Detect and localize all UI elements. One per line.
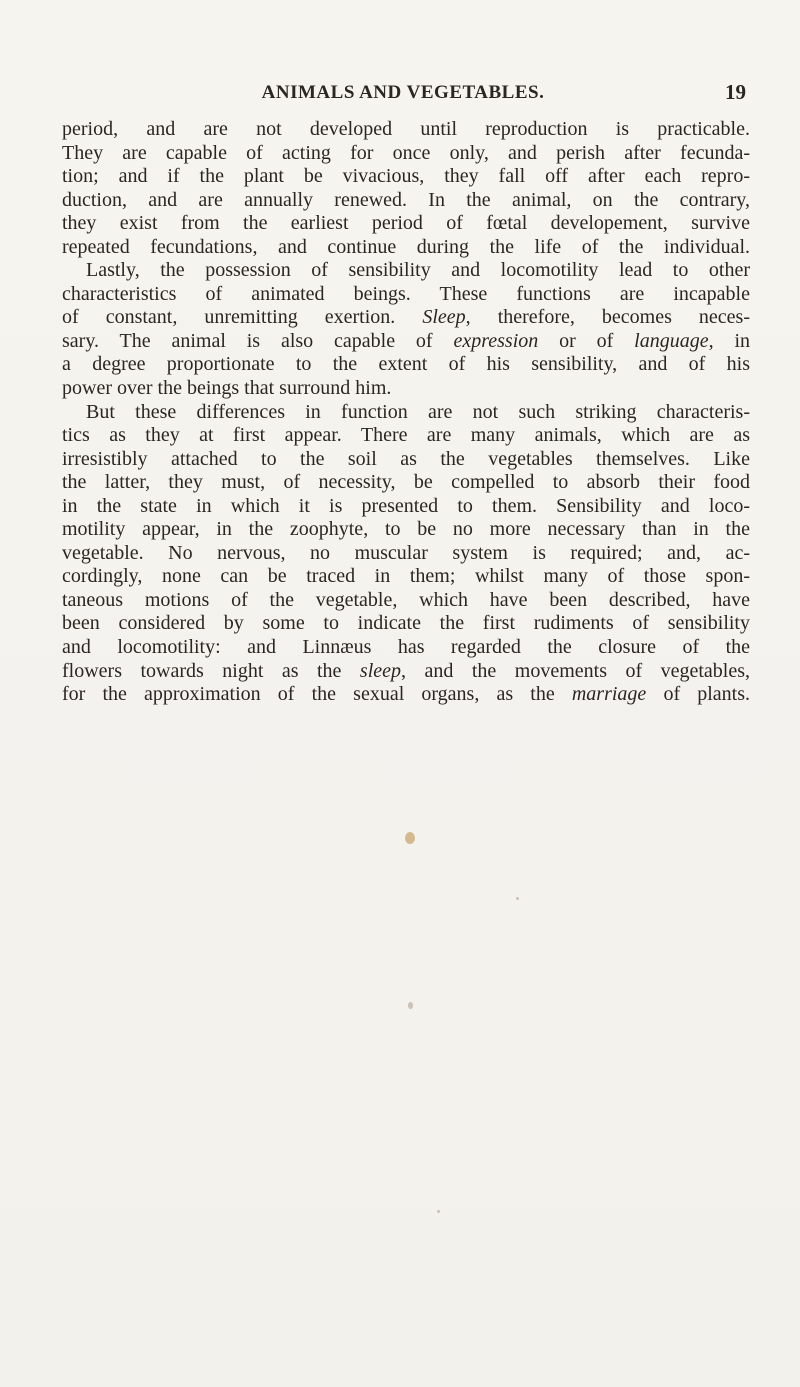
text-line: cordingly, none can be traced in them; whilst many of those spon- (62, 565, 750, 588)
text-segment: of constant, unremitting exertion. (62, 306, 396, 329)
text-line: duction, and are annually renewed. In the animal, on the contrary, (62, 188, 750, 211)
running-title: ANIMALS AND VEGETABLES. (261, 82, 545, 103)
page-number: 19 (725, 80, 746, 104)
text-line: in the state in which it is presented to them. Sensibility and loco- (62, 494, 750, 517)
text-line: period, and are not developed until reproduction is practicable. (62, 118, 750, 140)
text-line (62, 683, 750, 707)
emphasis-sleep: sleep (359, 659, 402, 682)
emphasis-expression: expression (453, 329, 539, 352)
emphasis-language: language (634, 329, 709, 352)
text-segment: , therefore, becomes neces- (465, 306, 750, 329)
text-line: vegetable. No nervous, no muscular system is required; and, ac- (62, 541, 750, 564)
text-segment: , and the movements of vegetables, (401, 659, 750, 682)
text-line: motility appear, in the zoophyte, to be no more necessary than in the (62, 518, 750, 541)
text-line: the latter, they must, of necessity, be compelled to absorb their food (62, 471, 750, 494)
text-segment: or of (559, 329, 614, 352)
text-line: Lastly, the possession of sensibility and locomotility lead to other (86, 259, 750, 282)
text-line: and locomotility: and Linnæus has regarded the closure of the (62, 636, 750, 659)
text-line (62, 330, 750, 354)
text-line: But these differences in function are not such striking characteris- (86, 400, 750, 423)
text-segment: for the approximation of the sexual organs, as the (62, 683, 555, 706)
text-line: characteristics of animated beings. These functions are incapable (62, 282, 750, 305)
text-segment: of plants. (663, 683, 751, 706)
running-head (60, 72, 746, 108)
text-line (62, 660, 750, 684)
text-line: repeated fecundations, and continue during the life of the individual. (62, 235, 750, 258)
text-line: tics as they at first appear. There are many animals, which are as (62, 424, 750, 447)
text-line: a degree proportionate to the extent of his sensibility, and of his (62, 353, 750, 376)
text-segment: flowers towards night as the (62, 659, 342, 682)
text-line: they exist from the earliest period of fœtal developement, survive (62, 212, 750, 235)
emphasis-sleep: Sleep (422, 306, 466, 329)
text-segment: sary. The animal is also capable of (62, 329, 433, 352)
text-line: been considered by some to indicate the first rudiments of sensibility (62, 612, 750, 635)
ink-speck (437, 1210, 440, 1213)
text-line: taneous motions of the vegetable, which have been described, have (62, 588, 750, 611)
ink-speck (408, 1002, 413, 1009)
text-line: power over the beings that surround him. (62, 377, 392, 400)
ink-speck (516, 897, 519, 900)
emphasis-marriage: marriage (571, 683, 647, 706)
text-line (62, 306, 750, 330)
text-line: tion; and if the plant be vivacious, they fall off after each repro- (62, 165, 750, 188)
text-line: They are capable of acting for once only, and perish after fecunda- (62, 141, 750, 164)
text-segment: , in (708, 329, 751, 352)
ink-speck (405, 832, 415, 844)
text-line: irresistibly attached to the soil as the vegetables themselves. Like (62, 447, 750, 470)
body-text (62, 118, 750, 707)
